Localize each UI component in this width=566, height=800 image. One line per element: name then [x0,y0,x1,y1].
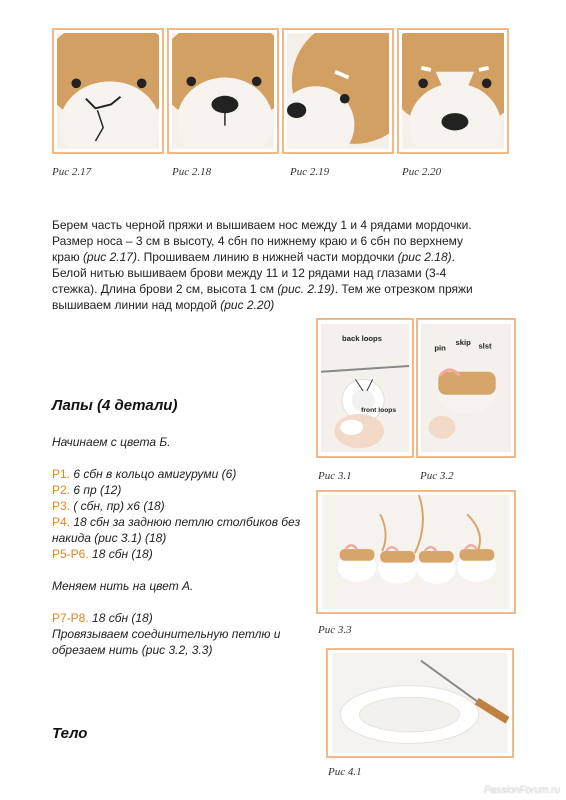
pattern-row [52,514,300,530]
photo-3-2 [416,318,516,458]
intro-paragraph [52,217,492,313]
color-change-text: Меняем нить на цвет А. [52,579,194,593]
row-label: Р3. [52,499,71,513]
photo-3-3 [316,490,516,614]
pattern-row [52,530,166,546]
pattern-row [52,626,280,642]
caption-2-20: Рис 2.20 [402,166,442,178]
caption-2-17: Рис 2.17 [52,166,92,178]
row-text: 18 сбн (18) [88,547,153,561]
bear-face-illustration [402,33,504,149]
pattern-row [52,546,153,562]
intro-ref: (рис 2.17) [82,250,137,264]
row-label: Р5-Р6. [52,547,89,561]
photo-2-20 [397,28,509,154]
paws-heading: Лапы (4 детали) [52,397,178,414]
front-loops-label: front loops [361,406,397,414]
crochet-loops-illustration [321,323,409,453]
pin-label: pin [434,343,446,353]
row-label: Р1. [52,467,71,481]
crochet-oval-illustration [331,653,509,753]
row-label: Р7-Р8. [52,611,89,625]
skip-label: skip [455,337,471,347]
pattern-row [52,498,165,514]
caption-3-3: Рис 3.3 [318,624,352,636]
four-paws-illustration [321,495,511,609]
slst-label: slst [478,341,492,351]
photo-2-18 [167,28,279,154]
intro-text: . Тем же отрезком пряжи вышиваем линии над мордой [52,282,473,312]
intro-ref: (рис. 2.19) [277,282,335,296]
caption-4-1: Рис 4.1 [328,766,362,778]
row-text: Провязываем соединительную петлю и [52,627,281,641]
caption-2-18: Рис 2.18 [172,166,212,178]
row-text: 18 сбн (18) [88,611,153,625]
row-label: Р4. [52,515,71,529]
back-loops-label: back loops [342,334,382,344]
caption-2-19: Рис 2.19 [290,166,330,178]
row-label: Р2. [52,483,71,497]
bear-face-illustration [287,33,389,149]
intro-ref: (рис 2.20) [220,298,275,312]
intro-text: Берем часть черной пряжи и вышиваем нос между 1 и 4 рядами мордочки. Размер носа – 3 см в высоту, 4 сбн по нижнему краю и 6 сбн по верхнему краю [52,218,472,264]
row-text: обрезаем нить (рис 3.2, 3.3) [52,643,213,657]
body-heading: Тело [52,725,88,742]
caption-3-1: Рис 3.1 [318,470,352,482]
row-text: ( сбн, пр) х6 (18) [70,499,165,513]
intro-ref: (рис 2.18) [397,250,452,264]
pattern-row [52,642,212,658]
photo-3-1 [316,318,414,458]
caption-3-2: Рис 3.2 [420,470,454,482]
row-text: 6 пр (12) [70,483,122,497]
row-text: 6 сбн в кольцо амигуруми (6) [70,467,237,481]
bear-face-illustration [57,33,159,149]
paws-start-text: Начинаем с цвета Б. [52,435,171,449]
watermark: PassionForum.ru [483,785,560,796]
bear-face-illustration [172,33,274,149]
intro-text: . Прошиваем линию в нижней части мордочки [136,250,398,264]
pattern-row [52,466,236,482]
photo-4-1 [326,648,514,758]
pattern-row [52,610,153,626]
row-text: накида (рис 3.1) (18) [52,531,167,545]
row-text: 18 сбн за заднюю петлю столбиков без [70,515,301,529]
photo-2-19 [282,28,394,154]
pattern-row [52,482,121,498]
intro-text: . Белой нитью вышиваем брови между 11 и 12 рядами над глазами (3-4 стежка). Длина брови 2 см, высота 1 см [52,250,455,296]
crochet-paw-illustration [421,323,511,453]
photo-2-17 [52,28,164,154]
